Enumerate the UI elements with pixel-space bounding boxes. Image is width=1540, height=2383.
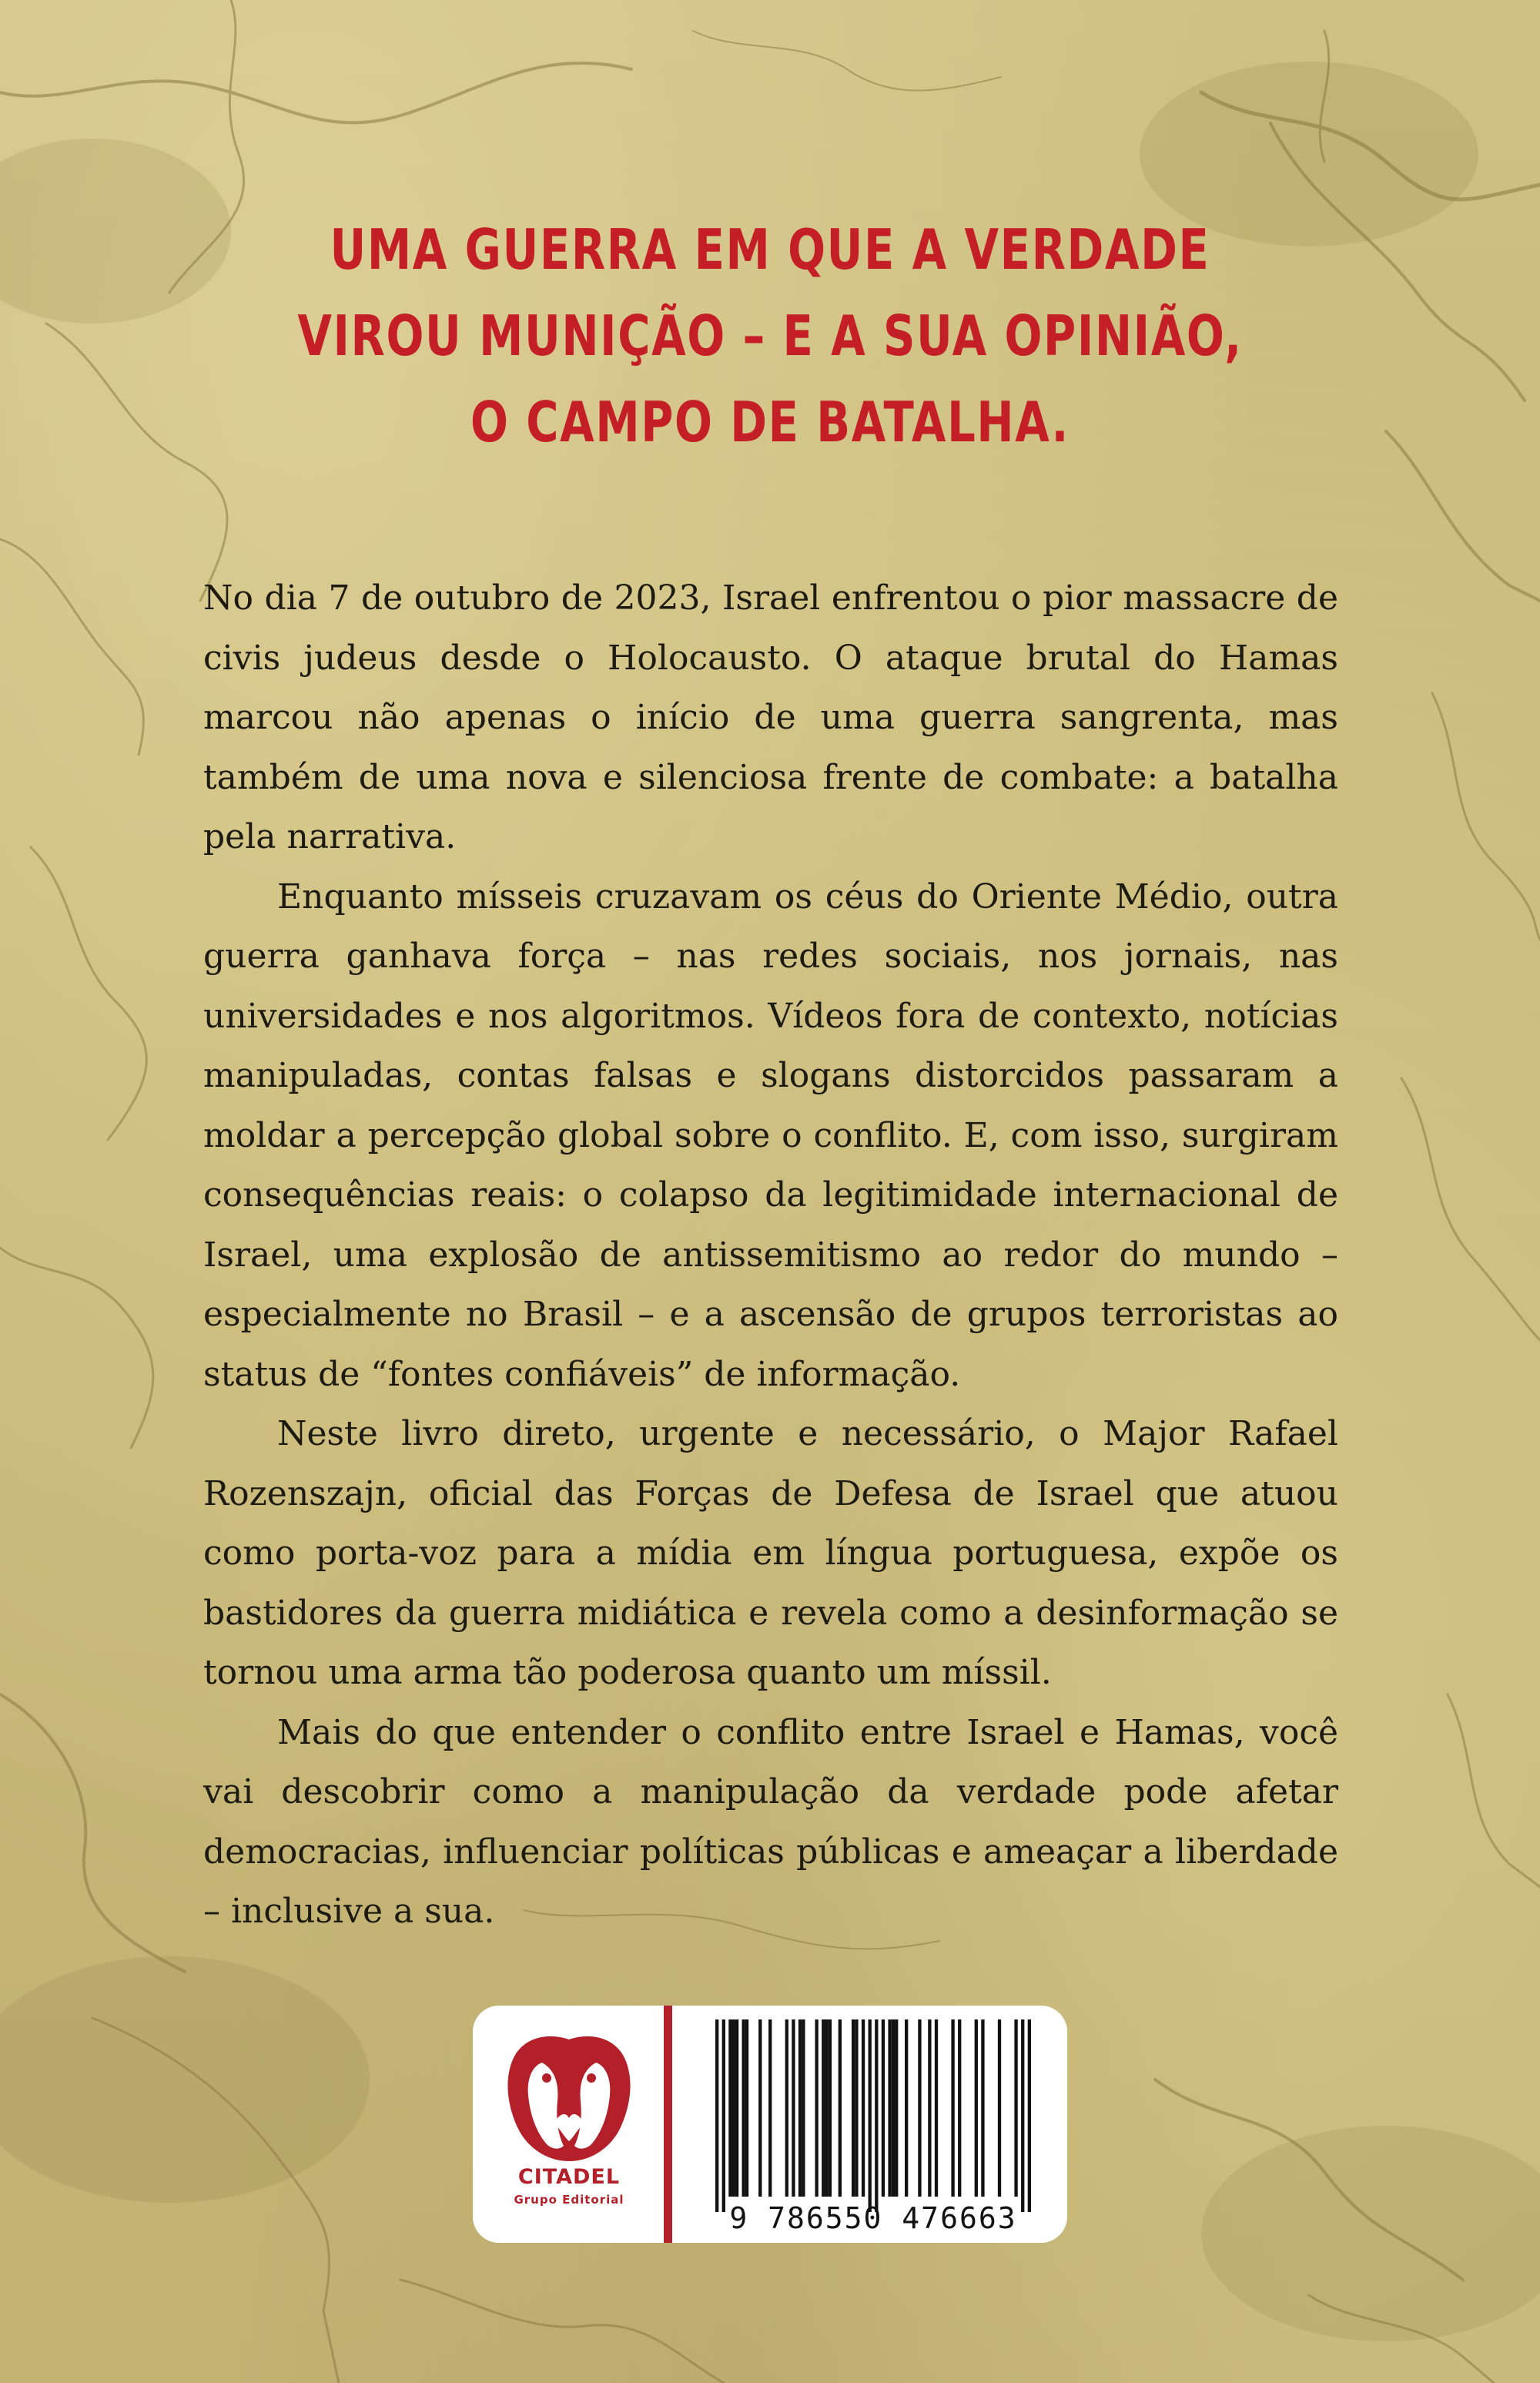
barcode-bar (815, 2019, 818, 2197)
barcode-bar (975, 2019, 978, 2197)
barcode-bar (958, 2019, 961, 2197)
barcode-bar (785, 2019, 788, 2197)
barcode-bar (745, 2019, 748, 2197)
barcode-bar (852, 2019, 855, 2197)
synopsis-paragraph-4: Mais do que entender o conflito entre Israel e Hamas, você vai descobrir como a manipulação da verdade pode afetar democracias, influenciar políticas públicas e ameaçar a liberdade – inclusive a sua. (203, 1712, 1338, 1931)
barcode-bar (715, 2019, 718, 2212)
headline-line-1: UMA GUERRA EM QUE A VERDADE (330, 217, 1210, 282)
barcode-bar (829, 2019, 832, 2197)
barcode-bar (875, 2019, 878, 2212)
barcode-bar (918, 2019, 921, 2197)
barcode-bar (1014, 2019, 1017, 2197)
synopsis (203, 568, 1338, 1942)
barcode-bar (798, 2019, 802, 2197)
barcode-bar (822, 2019, 825, 2197)
barcode-bar (728, 2019, 732, 2197)
barcode-bar (758, 2019, 762, 2197)
barcode-bar (951, 2019, 954, 2197)
barcode-bar (792, 2019, 795, 2197)
barcode-bar (935, 2019, 938, 2197)
barcode-bar (802, 2019, 805, 2197)
barcode-bar (825, 2019, 828, 2197)
synopsis-paragraph-3: Neste livro direto, urgente e necessário, o Major Rafael Rozenszajn, oficial das Forças de Defesa de Israel que atuou como porta-voz para a mídia em língua portuguesa, expõe os bastidores da guerra midiática e revela como a desinformação se tornou uma arma tão poderosa quanto um míssil. (203, 1414, 1338, 1692)
barcode-bar (895, 2019, 898, 2197)
synopsis-paragraph-2: Enquanto mísseis cruzavam os céus do Oriente Médio, outra guerra ganhava força – nas redes sociais, nos jornais, nas universidades e nos algoritmos. Vídeos fora de contexto, notícias manipuladas, contas falsas e slogans distorcidos passaram a moldar a percepção global sobre o conflito. E, com isso, surgiram consequências reais: o colapso da legitimidade internacional de Israel, uma explosão de antissemitismo ao redor do mundo – especialmente no Brasil – e a ascensão de grupos terroristas ao status de “fontes confiáveis” de informação. (203, 876, 1338, 1394)
barcode-bar (839, 2019, 842, 2197)
barcode-bar (768, 2019, 772, 2197)
publisher-subtitle: Grupo Editorial (514, 2193, 624, 2207)
isbn-number: 9 786550 476663 (729, 2201, 1017, 2235)
barcode-bar (905, 2019, 908, 2197)
barcode-bar (888, 2019, 891, 2197)
publisher-name: CITADEL (517, 2165, 621, 2189)
barcode-bar (981, 2019, 984, 2197)
headline-line-3: O CAMPO DE BATALHA. (470, 390, 1070, 454)
logo-divider (664, 2006, 672, 2243)
headline-line-2: VIROU MUNIÇÃO – E A SUA OPINIÃO, (297, 303, 1243, 368)
barcode-bar (1021, 2019, 1024, 2212)
synopsis-paragraph-1: No dia 7 de outubro de 2023, Israel enfrentou o pior massacre de civis judeus desde o Holocausto. O ataque brutal do Hamas marcou não apenas o início de uma guerra sangrenta, mas também de uma nova e silenciosa frente de combate: a batalha pela narrativa. (203, 578, 1338, 856)
barcode-bar (862, 2019, 865, 2197)
barcode-bar (722, 2019, 725, 2212)
barcode-bar (1028, 2019, 1031, 2212)
barcode-bar (735, 2019, 738, 2197)
barcode-bar (869, 2019, 872, 2212)
barcode-bar (998, 2019, 1001, 2197)
barcode-bar (882, 2019, 885, 2197)
ean13-barcode-icon (715, 2019, 1031, 2212)
barcode-bar (892, 2019, 895, 2197)
barcode-bar (855, 2019, 858, 2197)
headline (277, 206, 1263, 465)
citadel-penguins-logo-icon (500, 2033, 638, 2164)
barcode-bar (742, 2019, 745, 2197)
isbn-panel (473, 2006, 1067, 2243)
barcode-bar (732, 2019, 735, 2197)
publisher-logo (473, 2006, 665, 2243)
barcode-bar (928, 2019, 931, 2197)
